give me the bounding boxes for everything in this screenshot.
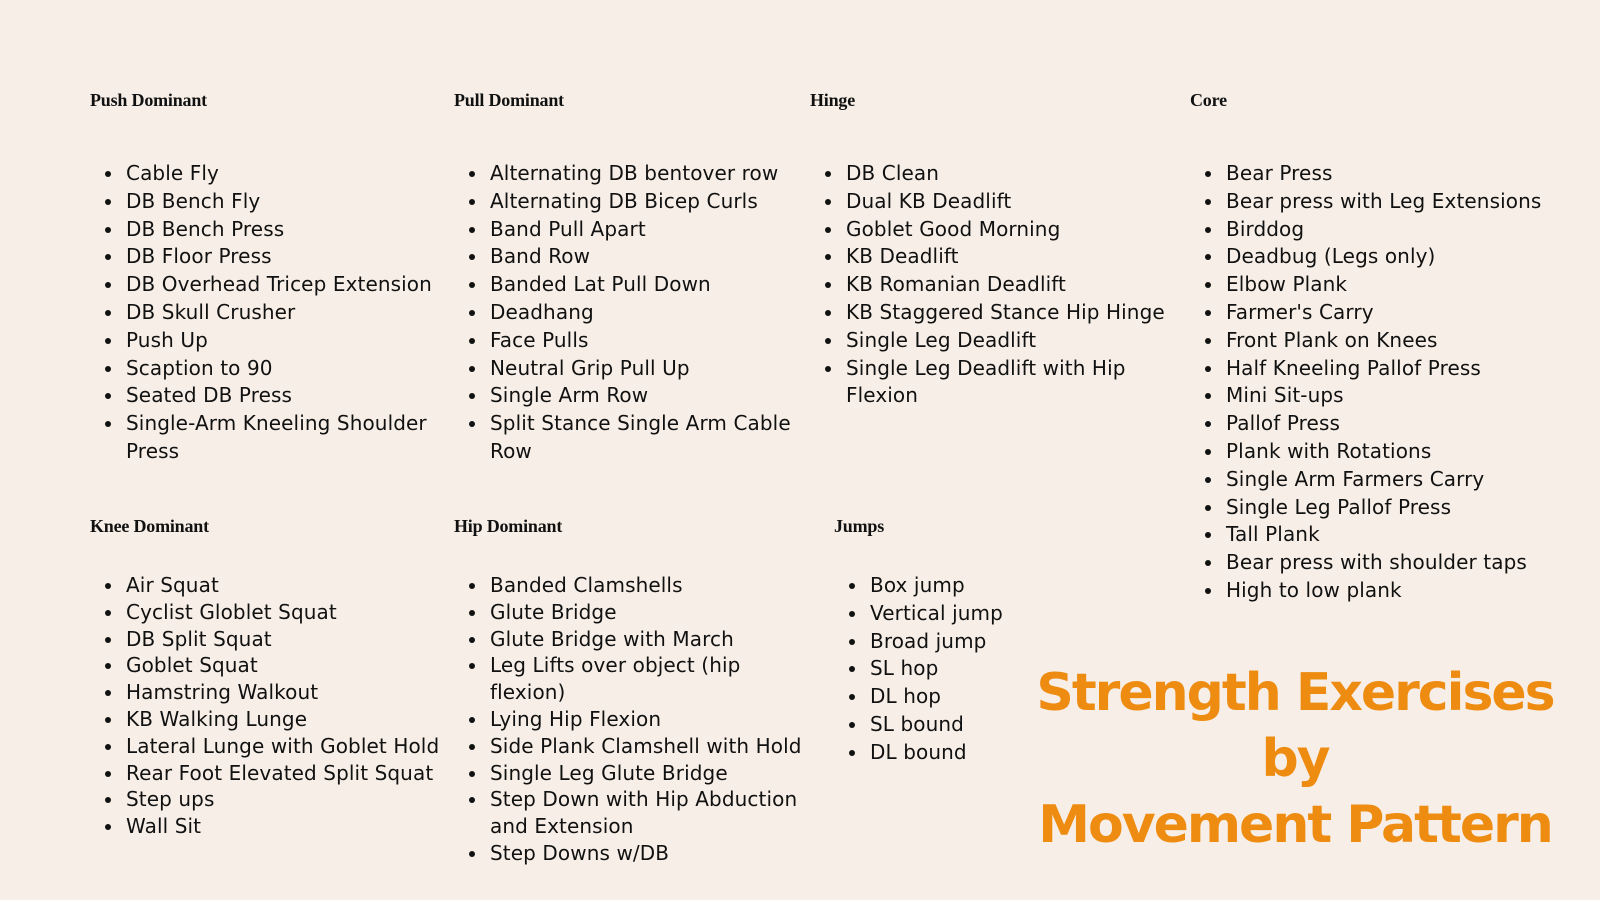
- exercise-item: • Birddog: [1224, 216, 1584, 244]
- exercise-item: • Step Down with Hip Abduction and Extension: [488, 786, 818, 840]
- exercise-item: • Split Stance Single Arm Cable Row: [488, 410, 818, 466]
- exercise-item: • Seated DB Press: [124, 382, 464, 410]
- exercise-item: • Bear press with shoulder taps: [1224, 549, 1584, 577]
- exercise-item: • Pallof Press: [1224, 410, 1584, 438]
- exercise-item: • Band Row: [488, 243, 818, 271]
- exercise-item: • Neutral Grip Pull Up: [488, 355, 818, 383]
- exercise-item: • KB Walking Lunge: [124, 706, 469, 733]
- section-heading: Jumps: [834, 516, 885, 536]
- exercise-list: [834, 572, 1048, 767]
- exercise-item: • Banded Lat Pull Down: [488, 271, 818, 299]
- exercise-item: • Goblet Squat: [124, 652, 469, 679]
- exercise-item: • Rear Foot Elevated Split Squat: [124, 760, 469, 787]
- exercise-item: • SL hop: [868, 655, 1048, 683]
- exercise-item: • Elbow Plank: [1224, 271, 1584, 299]
- exercise-item: • Vertical jump: [868, 600, 1048, 628]
- exercise-item: • Mini Sit-ups: [1224, 382, 1584, 410]
- exercise-item: • Wall Sit: [124, 813, 469, 840]
- exercise-list: [810, 160, 1194, 410]
- exercise-item: • Bear Press: [1224, 160, 1584, 188]
- exercise-item: • Glute Bridge with March: [488, 626, 818, 653]
- section-pull-dominant: [454, 88, 804, 463]
- section-heading: Knee Dominant: [90, 516, 209, 536]
- exercise-item: • SL bound: [868, 711, 1048, 739]
- section-jumps: [834, 514, 1034, 764]
- exercise-item: • KB Deadlift: [844, 243, 1194, 271]
- page-title-line: Strength Exercises: [1036, 663, 1554, 723]
- exercise-item: • DB Floor Press: [124, 243, 464, 271]
- exercise-item: • Side Plank Clamshell with Hold: [488, 733, 818, 760]
- exercise-item: • Push Up: [124, 327, 464, 355]
- section-heading: Hinge: [810, 90, 856, 110]
- section-heading: Core: [1190, 90, 1227, 110]
- exercise-item: • Deadbug (Legs only): [1224, 243, 1584, 271]
- exercise-item: • Tall Plank: [1224, 521, 1584, 549]
- exercise-item: • Step Downs w/DB: [488, 840, 818, 867]
- exercise-item: • Cable Fly: [124, 160, 464, 188]
- exercise-item: • Box jump: [868, 572, 1048, 600]
- exercise-item: • Single Arm Farmers Carry: [1224, 466, 1584, 494]
- exercise-item: • Goblet Good Morning: [844, 216, 1194, 244]
- exercise-item: • Deadhang: [488, 299, 818, 327]
- exercise-item: • Bear press with Leg Extensions: [1224, 188, 1584, 216]
- exercise-item: • Face Pulls: [488, 327, 818, 355]
- exercise-item: • DL bound: [868, 739, 1048, 767]
- exercise-item: • KB Romanian Deadlift: [844, 271, 1194, 299]
- exercise-list: [454, 572, 818, 867]
- section-push-dominant: [90, 88, 440, 463]
- section-core: [1190, 88, 1570, 602]
- section-knee-dominant: [90, 514, 440, 839]
- exercise-item: • DB Skull Crusher: [124, 299, 464, 327]
- exercise-item: • Single Leg Deadlift: [844, 327, 1194, 355]
- exercise-item: • Hamstring Walkout: [124, 679, 469, 706]
- exercise-item: • Leg Lifts over object (hip flexion): [488, 652, 818, 706]
- exercise-item: • Dual KB Deadlift: [844, 188, 1194, 216]
- exercise-item: • KB Staggered Stance Hip Hinge: [844, 299, 1194, 327]
- exercise-item: • Glute Bridge: [488, 599, 818, 626]
- exercise-item: • Front Plank on Knees: [1224, 327, 1584, 355]
- exercise-list: [1190, 160, 1584, 605]
- exercise-item: • DB Bench Fly: [124, 188, 464, 216]
- page-title-line: by: [1261, 729, 1329, 789]
- page-title-line: Movement Pattern: [1038, 795, 1552, 855]
- exercise-item: • Banded Clamshells: [488, 572, 818, 599]
- section-hip-dominant: [454, 514, 804, 865]
- exercise-item: • Air Squat: [124, 572, 469, 599]
- section-heading: Hip Dominant: [454, 516, 563, 536]
- exercise-item: • Single Leg Pallof Press: [1224, 494, 1584, 522]
- exercise-item: • DB Clean: [844, 160, 1194, 188]
- section-heading: Pull Dominant: [454, 90, 564, 110]
- section-hinge: [810, 88, 1180, 408]
- exercise-item: • High to low plank: [1224, 577, 1584, 605]
- exercise-list: [90, 572, 469, 840]
- exercise-item: • Broad jump: [868, 628, 1048, 656]
- exercise-item: • DB Overhead Tricep Extension: [124, 271, 464, 299]
- exercise-list: [454, 160, 818, 466]
- exercise-item: • Cyclist Globlet Squat: [124, 599, 469, 626]
- exercise-item: • Farmer's Carry: [1224, 299, 1584, 327]
- exercise-item: • Lateral Lunge with Goblet Hold: [124, 733, 469, 760]
- exercise-list: [90, 160, 464, 466]
- exercise-item: • Single Arm Row: [488, 382, 818, 410]
- exercise-item: • Single-Arm Kneeling Shoulder Press: [124, 410, 464, 466]
- exercise-item: • Alternating DB Bicep Curls: [488, 188, 818, 216]
- exercise-item: • Lying Hip Flexion: [488, 706, 818, 733]
- exercise-item: • Single Leg Deadlift with Hip Flexion: [844, 355, 1194, 411]
- exercise-item: • Alternating DB bentover row: [488, 160, 818, 188]
- exercise-item: • Scaption to 90: [124, 355, 464, 383]
- exercise-item: • Plank with Rotations: [1224, 438, 1584, 466]
- exercise-item: • DB Bench Press: [124, 216, 464, 244]
- exercise-item: • Half Kneeling Pallof Press: [1224, 355, 1584, 383]
- page-title: [1030, 660, 1560, 858]
- exercise-item: • DB Split Squat: [124, 626, 469, 653]
- exercise-item: • DL hop: [868, 683, 1048, 711]
- section-heading: Push Dominant: [90, 90, 207, 110]
- exercise-item: • Step ups: [124, 786, 469, 813]
- exercise-item: • Band Pull Apart: [488, 216, 818, 244]
- exercise-item: • Single Leg Glute Bridge: [488, 760, 818, 787]
